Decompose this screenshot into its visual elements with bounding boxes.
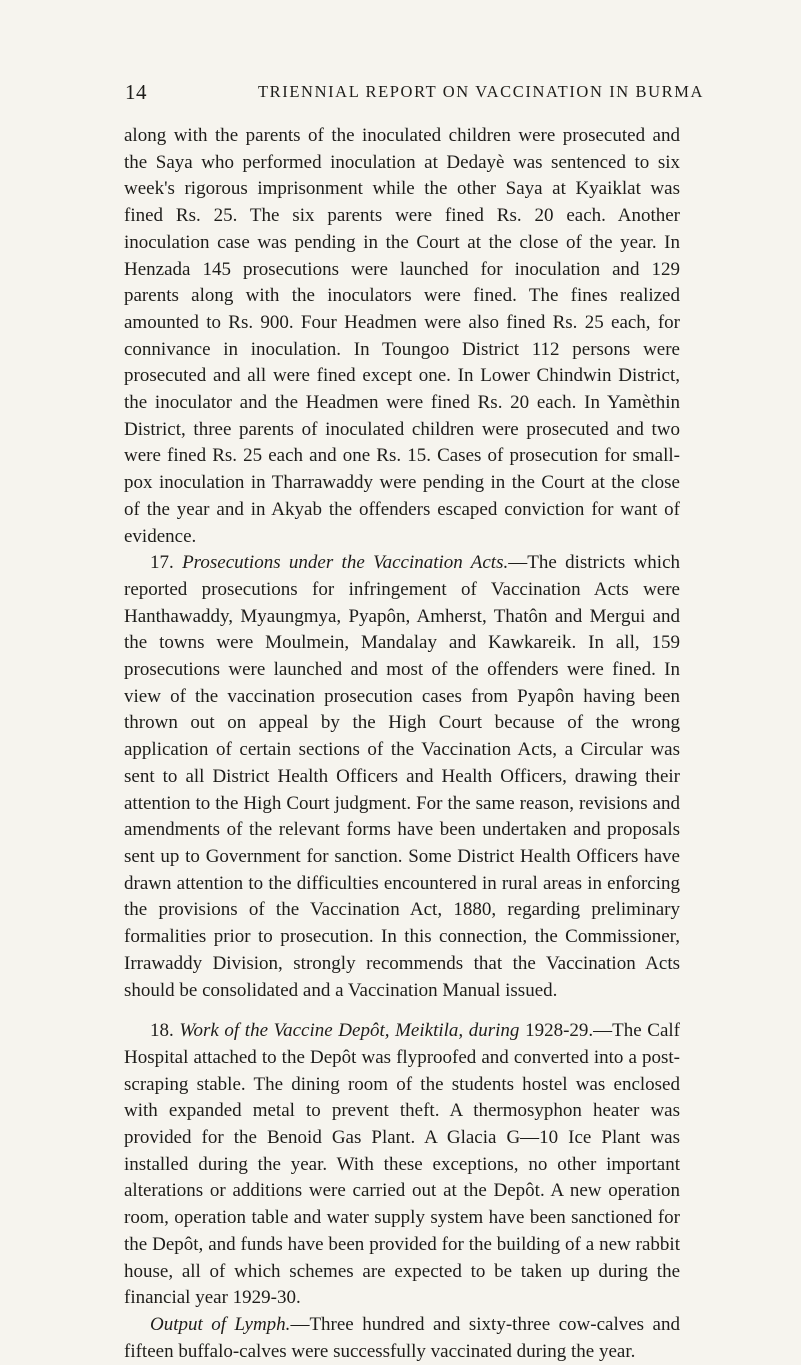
paragraph-heading: Prosecutions under the Vaccination Acts. [182,552,509,574]
body-text [124,123,680,1365]
page-number: 14 [125,80,147,104]
paragraph-output-of-lymph [124,1312,680,1365]
paragraph-text: —The Calf Hospital attached to the Depôt was flyproofed and converted into a post-scraping stable. The dining room of the students hostel was enclosed with expanded metal to prevent theft. A thermosyphon heater was provided for the Benoid Gas Plant. A Glacia G—10 Ice Plant was installed during the year. With these exceptions, no other important alterations or additions were carried out at the Depôt. A new operation room, operation table and water supply system have been sanctioned for the Depôt, and funds have been provided for the building of a new rabbit house, all of which schemes are expected to be taken up during the financial year 1929-30. [124,1020,681,1309]
paragraph-heading: Output of Lymph. [150,1313,291,1335]
paragraph-17 [124,550,680,1004]
paragraph-number: 18. [150,1020,174,1042]
paragraph-continuation [124,123,680,550]
running-head: TRIENNIAL REPORT ON VACCINATION IN BURMA [258,82,705,101]
page-header [0,80,801,110]
paragraph-text: —The districts which reported prosecutions for infringement of Vaccination Acts were Hanthawaddy, Myaungmya, Pyapôn, Amherst, Thatôn and Mergui and the towns were Moulmein, Mandalay and Kawkareik. In all, 159 prosecutions were launched and most of the offenders were fined. In view of the vaccination prosecution cases from Pyapôn having been thrown out on appeal by the High Court because of the wrong application of certain sections of the Vaccination Acts, a Circular was sent to all District Health Officers and Health Officers, drawing their attention to the High Court judgment. For the same reason, revisions and amendments of the relevant forms have been undertaken and proposals sent up to Government for sanction. Some District Health Officers have drawn attention to the difficulties encountered in rural areas in enforcing the provisions of the Vaccination Act, 1880, regarding preliminary formalities prior to prosecution. In this connection, the Commissioner, Irrawaddy Division, strongly recommends that the Vaccination Acts should be consolidated and a Vaccination Manual issued. [124,552,681,1001]
paragraph-number: 17. [150,552,174,574]
paragraph-heading-year: 1928-29. [525,1020,594,1042]
paragraph-18 [124,1018,680,1312]
paragraph-text: along with the parents of the inoculated children were prosecuted and the Saya who performed inoculation at Dedayè was sentenced to six week's rigorous imprisonment while the other Saya at Kyaiklat was fined Rs. 25. The six parents were fined Rs. 20 each. Another inoculation case was pending in the Court at the close of the year. In Henzada 145 prosecutions were launched for inoculation and 129 parents along with the inoculators were fined. The fines realized amounted to Rs. 900. Four Headmen were also fined Rs. 25 each, for connivance in inoculation. In Toungoo District 112 persons were prosecuted and all were fined except one. In Lower Chindwin District, the inoculator and the Headmen were fined Rs. 20 each. In Yamèthin District, three parents of inoculated children were prosecuted and two were fined Rs. 25 each and one Rs. 15. Cases of prosecution for small-pox inoculation in Tharrawaddy were pending in the Court at the close of the year and in Akyab the offenders escaped conviction for want of evidence. [124,125,680,547]
paragraph-heading: Work of the Vaccine Depôt, Meiktila, during [179,1020,520,1042]
paragraph-text: —Three hundred and sixty-three cow-calves and fifteen buffalo-calves were successfully vaccinated during the year. [124,1313,680,1362]
